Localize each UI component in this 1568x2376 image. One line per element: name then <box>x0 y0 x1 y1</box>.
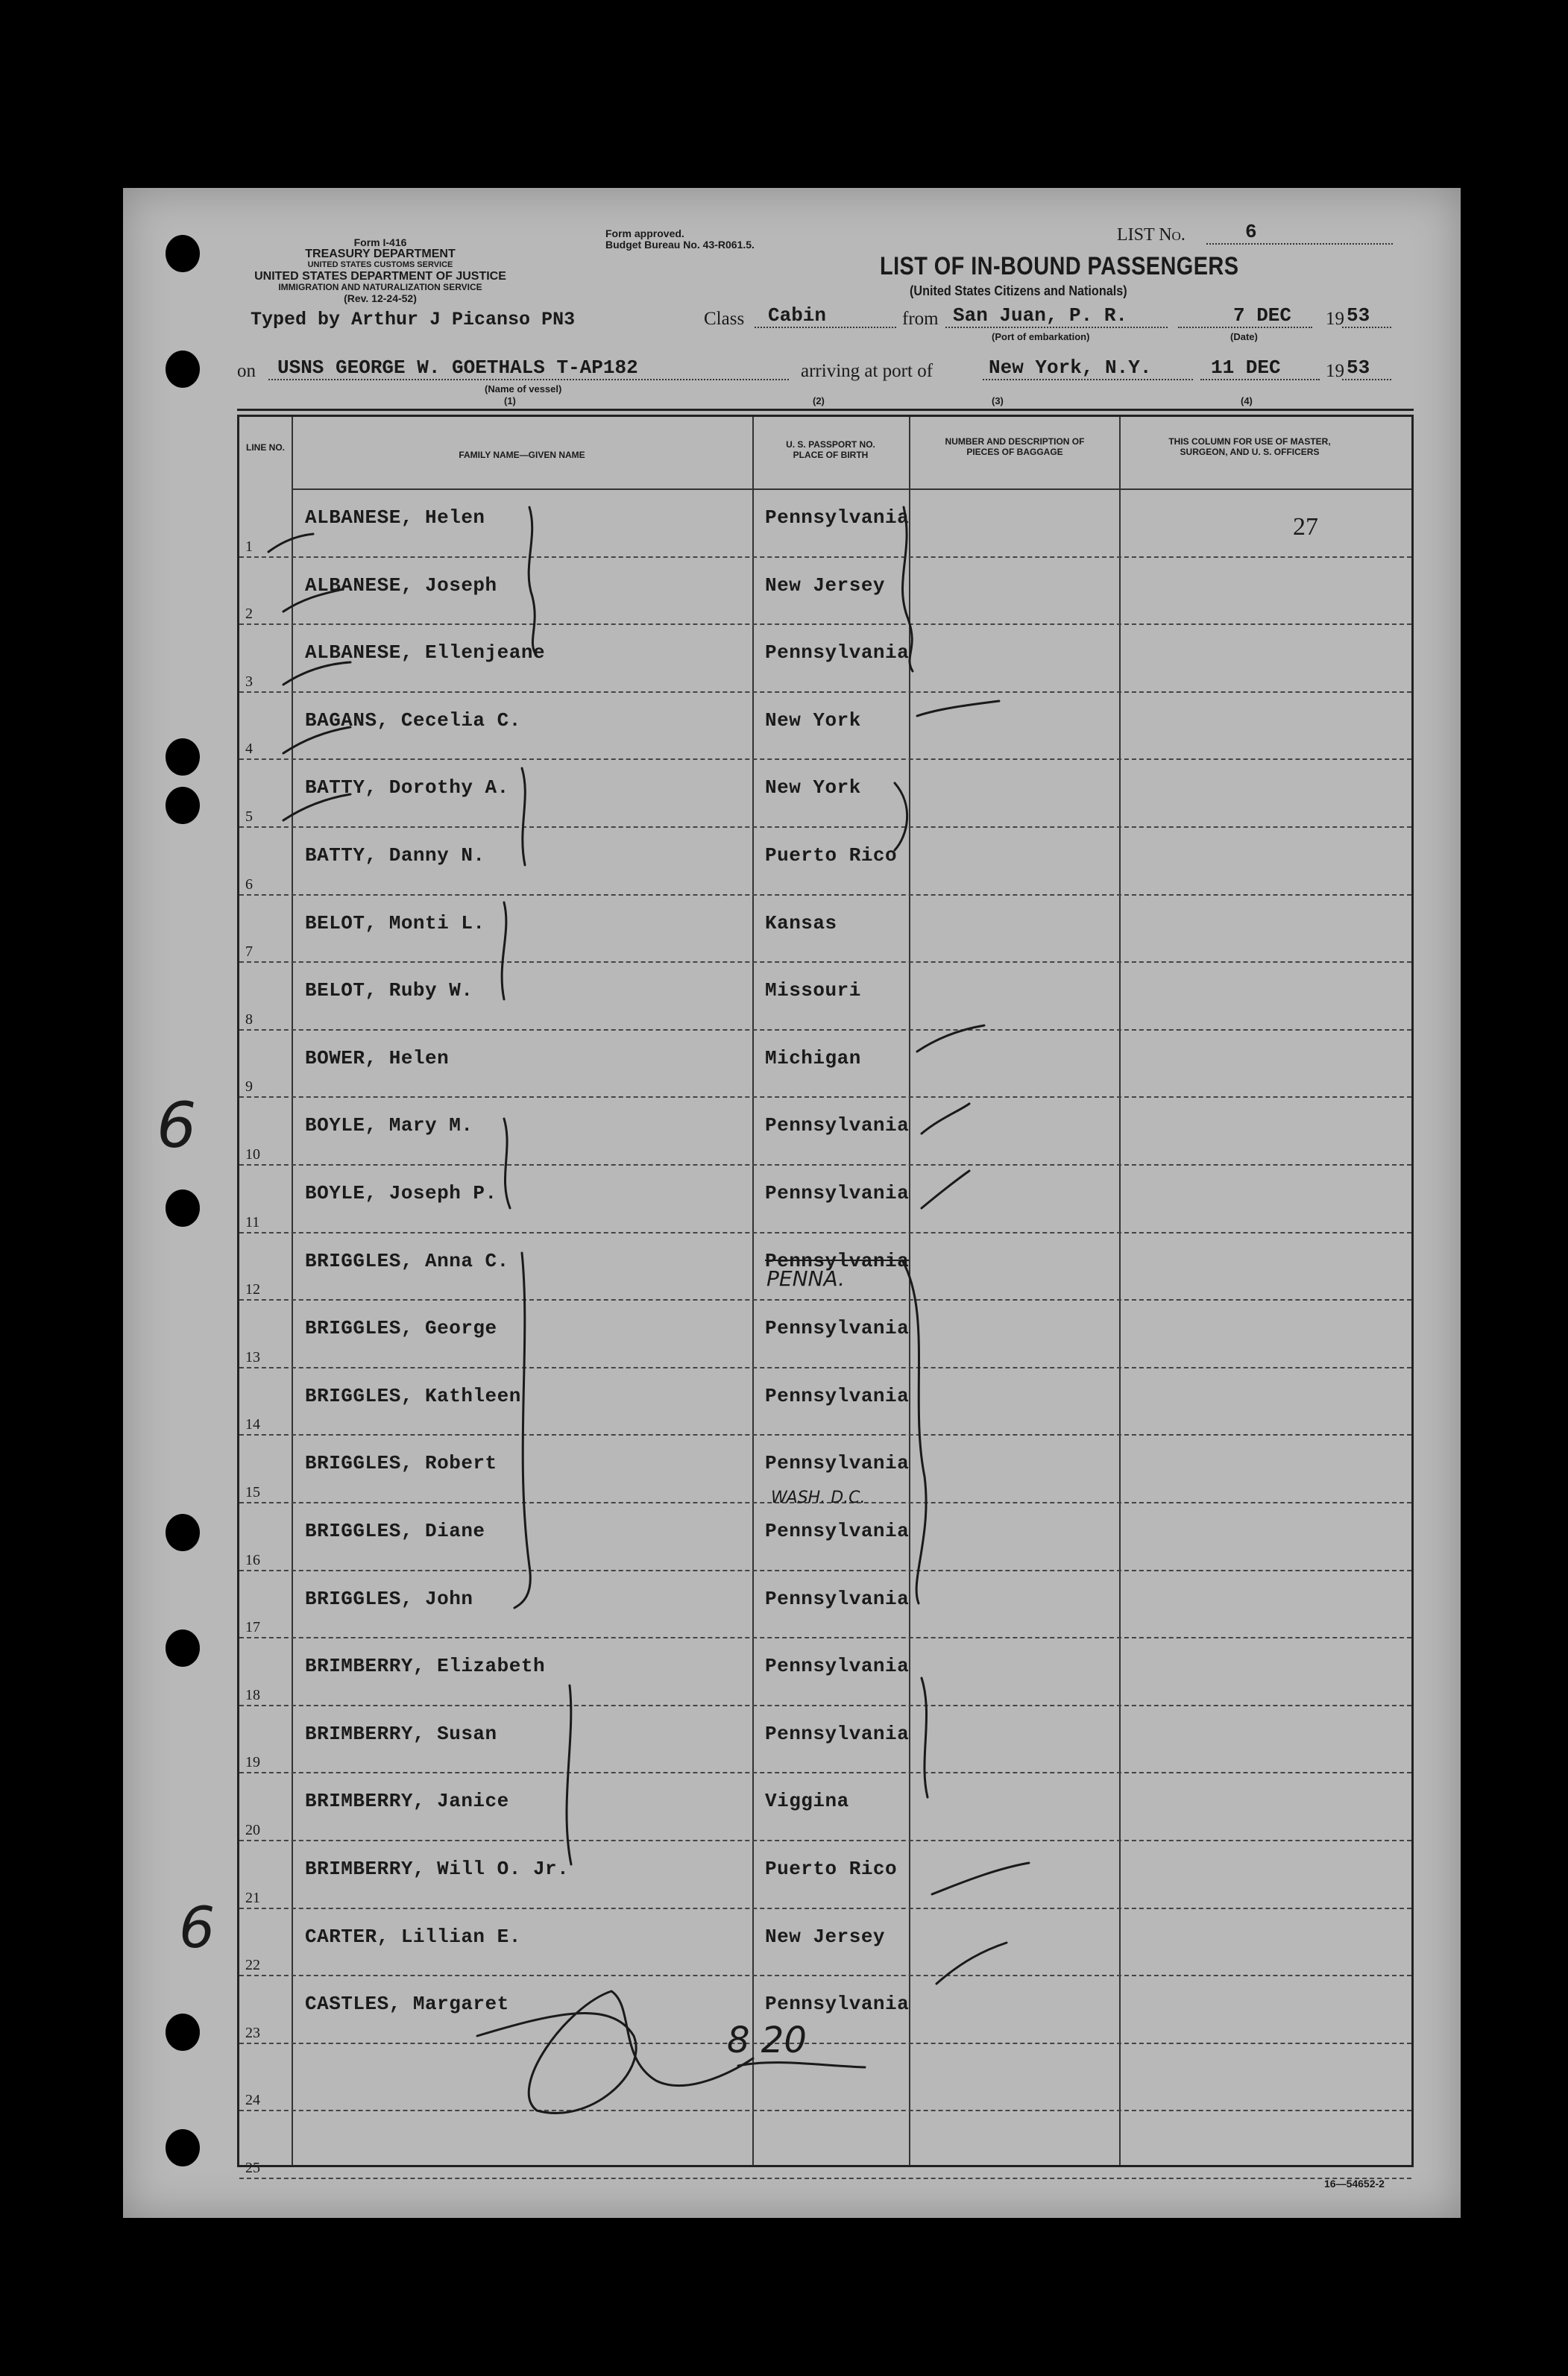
table-row <box>239 2044 1411 2112</box>
header-name: FAMILY NAME—GIVEN NAME <box>459 450 585 460</box>
passenger-name: ALBANESE, Ellenjeane <box>305 641 546 664</box>
place-of-birth: New York <box>765 776 861 799</box>
passenger-name: ALBANESE, Helen <box>305 506 485 529</box>
list-no-value: 6 <box>1245 221 1257 243</box>
line-number: 16 <box>245 1551 260 1568</box>
place-of-birth: New York <box>765 708 861 732</box>
header-baggage: NUMBER AND DESCRIPTION OF PIECES OF BAGGAGE <box>945 436 1085 457</box>
approval-block <box>605 228 755 251</box>
passenger-table <box>237 415 1414 2176</box>
punch-hole <box>166 351 200 388</box>
arrive-year: 53 <box>1347 356 1370 379</box>
passenger-name: BRIMBERRY, Susan <box>305 1722 497 1745</box>
place-of-birth: Puerto Rico <box>765 844 898 867</box>
punch-hole <box>166 1514 200 1551</box>
line-number: 17 <box>245 1619 260 1636</box>
passenger-name: CASTLES, Margaret <box>305 1993 509 2016</box>
place-of-birth: Michigan <box>765 1046 861 1069</box>
punch-hole <box>166 235 200 272</box>
passenger-name: BAGANS, Cecelia C. <box>305 708 521 732</box>
table-row <box>239 490 1411 558</box>
officer-number: 27 <box>1293 513 1318 541</box>
punch-hole <box>166 787 200 824</box>
passenger-name: BATTY, Danny N. <box>305 844 485 867</box>
passenger-name: BRIMBERRY, Janice <box>305 1790 509 1813</box>
place-of-birth: Puerto Rico <box>765 1858 898 1880</box>
passenger-name: BATTY, Dorothy A. <box>305 776 509 799</box>
punch-hole <box>166 2014 200 2051</box>
place-of-birth: Pennsylvania <box>765 506 910 529</box>
treasury-dept: TREASURY DEPARTMENT <box>305 248 456 260</box>
line-number: 18 <box>245 1686 260 1703</box>
passenger-name: BRIGGLES, George <box>305 1317 497 1340</box>
place-of-birth: Pennsylvania <box>765 641 910 664</box>
line-number: 20 <box>245 1821 260 1838</box>
form-number: Form I-416 <box>353 236 407 248</box>
depart-year: 53 <box>1347 304 1370 327</box>
wash-dc-correction: WASH. D.C. <box>771 1489 866 1507</box>
col-index-1: (1) <box>504 395 516 406</box>
header-passport: U. S. PASSPORT NO. PLACE OF BIRTH <box>786 439 875 460</box>
place-of-birth: New Jersey <box>765 573 886 597</box>
passenger-name: BRIGGLES, John <box>305 1587 473 1610</box>
col-index-3: (3) <box>992 395 1004 406</box>
depart-date: 7 DEC <box>1233 304 1292 327</box>
col-index-2: (2) <box>813 395 825 406</box>
vessel-name: USNS GEORGE W. GOETHALS T-AP182 <box>277 356 638 379</box>
line-number: 10 <box>245 1145 260 1163</box>
place-of-birth: Pennsylvania <box>765 1655 910 1678</box>
table-row <box>239 693 1411 761</box>
line-number: 22 <box>245 1957 260 1974</box>
passenger-name: BOWER, Helen <box>305 1046 450 1069</box>
line-number: 15 <box>245 1483 260 1500</box>
place-of-birth: Pennsylvania <box>765 1520 910 1542</box>
arrive-year-prefix: 19 <box>1326 361 1344 381</box>
line-number: 24 <box>245 2092 260 2109</box>
from-value: San Juan, P. R. <box>953 304 1128 327</box>
page-subtitle: (United States Citizens and Nationals) <box>910 283 1127 298</box>
place-of-birth: Viggina <box>765 1790 849 1813</box>
table-row <box>239 1909 1411 1977</box>
line-number: 21 <box>245 1889 260 1906</box>
customs-service: UNITED STATES CUSTOMS SERVICE <box>307 260 453 269</box>
col-index-4: (4) <box>1241 395 1253 406</box>
table-row <box>239 760 1411 828</box>
table-row <box>239 1571 1411 1639</box>
line-number: 14 <box>245 1416 260 1433</box>
page-title: LIST OF IN-BOUND PASSENGERS <box>880 252 1239 280</box>
place-of-birth: Missouri <box>765 979 861 1002</box>
list-no-label: LIST No. <box>1117 225 1186 245</box>
passenger-name: BELOT, Monti L. <box>305 911 485 934</box>
table-row <box>239 2111 1411 2179</box>
penna-correction: PENNA. <box>766 1266 846 1291</box>
line-number: 19 <box>245 1754 260 1771</box>
margin-count-1: 6 <box>157 1089 197 1162</box>
line-number: 1 <box>245 538 253 555</box>
signature-note: 8 20 <box>727 2020 807 2061</box>
line-number: 9 <box>245 1078 253 1096</box>
table-row <box>239 1503 1411 1571</box>
place-of-birth: Pennsylvania <box>765 1249 910 1272</box>
class-label: Class <box>704 309 745 329</box>
place-of-birth: Pennsylvania <box>765 1384 910 1407</box>
line-number: 12 <box>245 1281 260 1298</box>
margin-count-2: 6 <box>179 1894 215 1961</box>
passenger-name: BRIGGLES, Anna C. <box>305 1249 509 1272</box>
place-of-birth: Kansas <box>765 911 837 934</box>
header-line-no: LINE NO. <box>245 442 285 453</box>
table-row <box>239 1841 1411 1909</box>
table-row <box>239 1098 1411 1166</box>
header-officers: THIS COLUMN FOR USE OF MASTER, SURGEON, AND U. S. OFFICERS <box>1168 436 1331 457</box>
place-of-birth: New Jersey <box>765 1925 886 1948</box>
form-approved: Form approved. <box>605 227 684 239</box>
passenger-name: BRIGGLES, Diane <box>305 1520 485 1542</box>
place-of-birth: Pennsylvania <box>765 1317 910 1340</box>
table-row <box>239 1638 1411 1706</box>
passenger-name: BOYLE, Joseph P. <box>305 1182 497 1204</box>
line-number: 13 <box>245 1348 260 1365</box>
line-number: 4 <box>245 741 253 758</box>
place-of-birth: Pennsylvania <box>765 1452 910 1475</box>
table-row <box>239 1368 1411 1436</box>
table-row <box>239 1706 1411 1774</box>
table-row <box>239 1976 1411 2044</box>
line-number: 3 <box>245 673 253 690</box>
form-revision: (Rev. 12-24-52) <box>344 292 417 304</box>
line-number: 7 <box>245 943 253 961</box>
passenger-name: BELOT, Ruby W. <box>305 979 473 1002</box>
passenger-name: BOYLE, Mary M. <box>305 1114 473 1137</box>
line-number: 5 <box>245 808 253 825</box>
table-row <box>239 1031 1411 1099</box>
place-of-birth: Pennsylvania <box>765 1722 910 1745</box>
place-of-birth: Pennsylvania <box>765 1993 910 2016</box>
date-caption: (Date) <box>1230 331 1258 342</box>
punch-hole <box>166 1189 200 1227</box>
arrival-port: New York, N.Y. <box>989 356 1152 379</box>
line-number: 25 <box>245 2159 260 2176</box>
punch-hole <box>166 2129 200 2166</box>
table-row <box>239 828 1411 896</box>
punch-hole <box>166 738 200 776</box>
passenger-name: BRIGGLES, Robert <box>305 1452 497 1475</box>
passenger-name: ALBANESE, Joseph <box>305 573 497 597</box>
table-row <box>239 963 1411 1031</box>
justice-dept: UNITED STATES DEPARTMENT OF JUSTICE <box>254 270 506 283</box>
table-body <box>239 490 1411 2176</box>
line-number: 2 <box>245 606 253 623</box>
table-row <box>239 1301 1411 1368</box>
ins-service: IMMIGRATION AND NATURALIZATION SERVICE <box>278 282 482 292</box>
place-of-birth: Pennsylvania <box>765 1114 910 1137</box>
from-label: from <box>902 309 939 329</box>
depart-year-prefix: 19 <box>1326 309 1344 329</box>
table-row <box>239 625 1411 693</box>
on-label: on <box>237 361 256 381</box>
place-of-birth: Pennsylvania <box>765 1182 910 1204</box>
punch-hole <box>166 1629 200 1667</box>
line-number: 23 <box>245 2024 260 2041</box>
print-code: 16—54652-2 <box>1324 2178 1385 2190</box>
typed-by: Typed by Arthur J Picanso PN3 <box>251 309 576 330</box>
passenger-name: BRIMBERRY, Elizabeth <box>305 1655 546 1678</box>
class-value: Cabin <box>768 304 827 327</box>
table-row <box>239 558 1411 626</box>
table-row <box>239 896 1411 964</box>
line-number: 8 <box>245 1011 253 1028</box>
vessel-caption: (Name of vessel) <box>485 383 562 395</box>
passenger-name: BRIGGLES, Kathleen <box>305 1384 521 1407</box>
arriving-label: arriving at port of <box>801 361 933 381</box>
arrive-date: 11 DEC <box>1211 356 1281 379</box>
passenger-name: CARTER, Lillian E. <box>305 1925 521 1948</box>
table-row <box>239 1166 1411 1233</box>
line-number: 11 <box>245 1213 260 1231</box>
form-agency-block <box>231 237 529 304</box>
table-row <box>239 1773 1411 1841</box>
line-number: 6 <box>245 876 253 893</box>
place-of-birth: Pennsylvania <box>765 1587 910 1610</box>
passenger-name: BRIMBERRY, Will O. Jr. <box>305 1858 570 1880</box>
budget-bureau: Budget Bureau No. 43-R061.5. <box>605 239 755 251</box>
port-caption: (Port of embarkation) <box>992 331 1090 342</box>
